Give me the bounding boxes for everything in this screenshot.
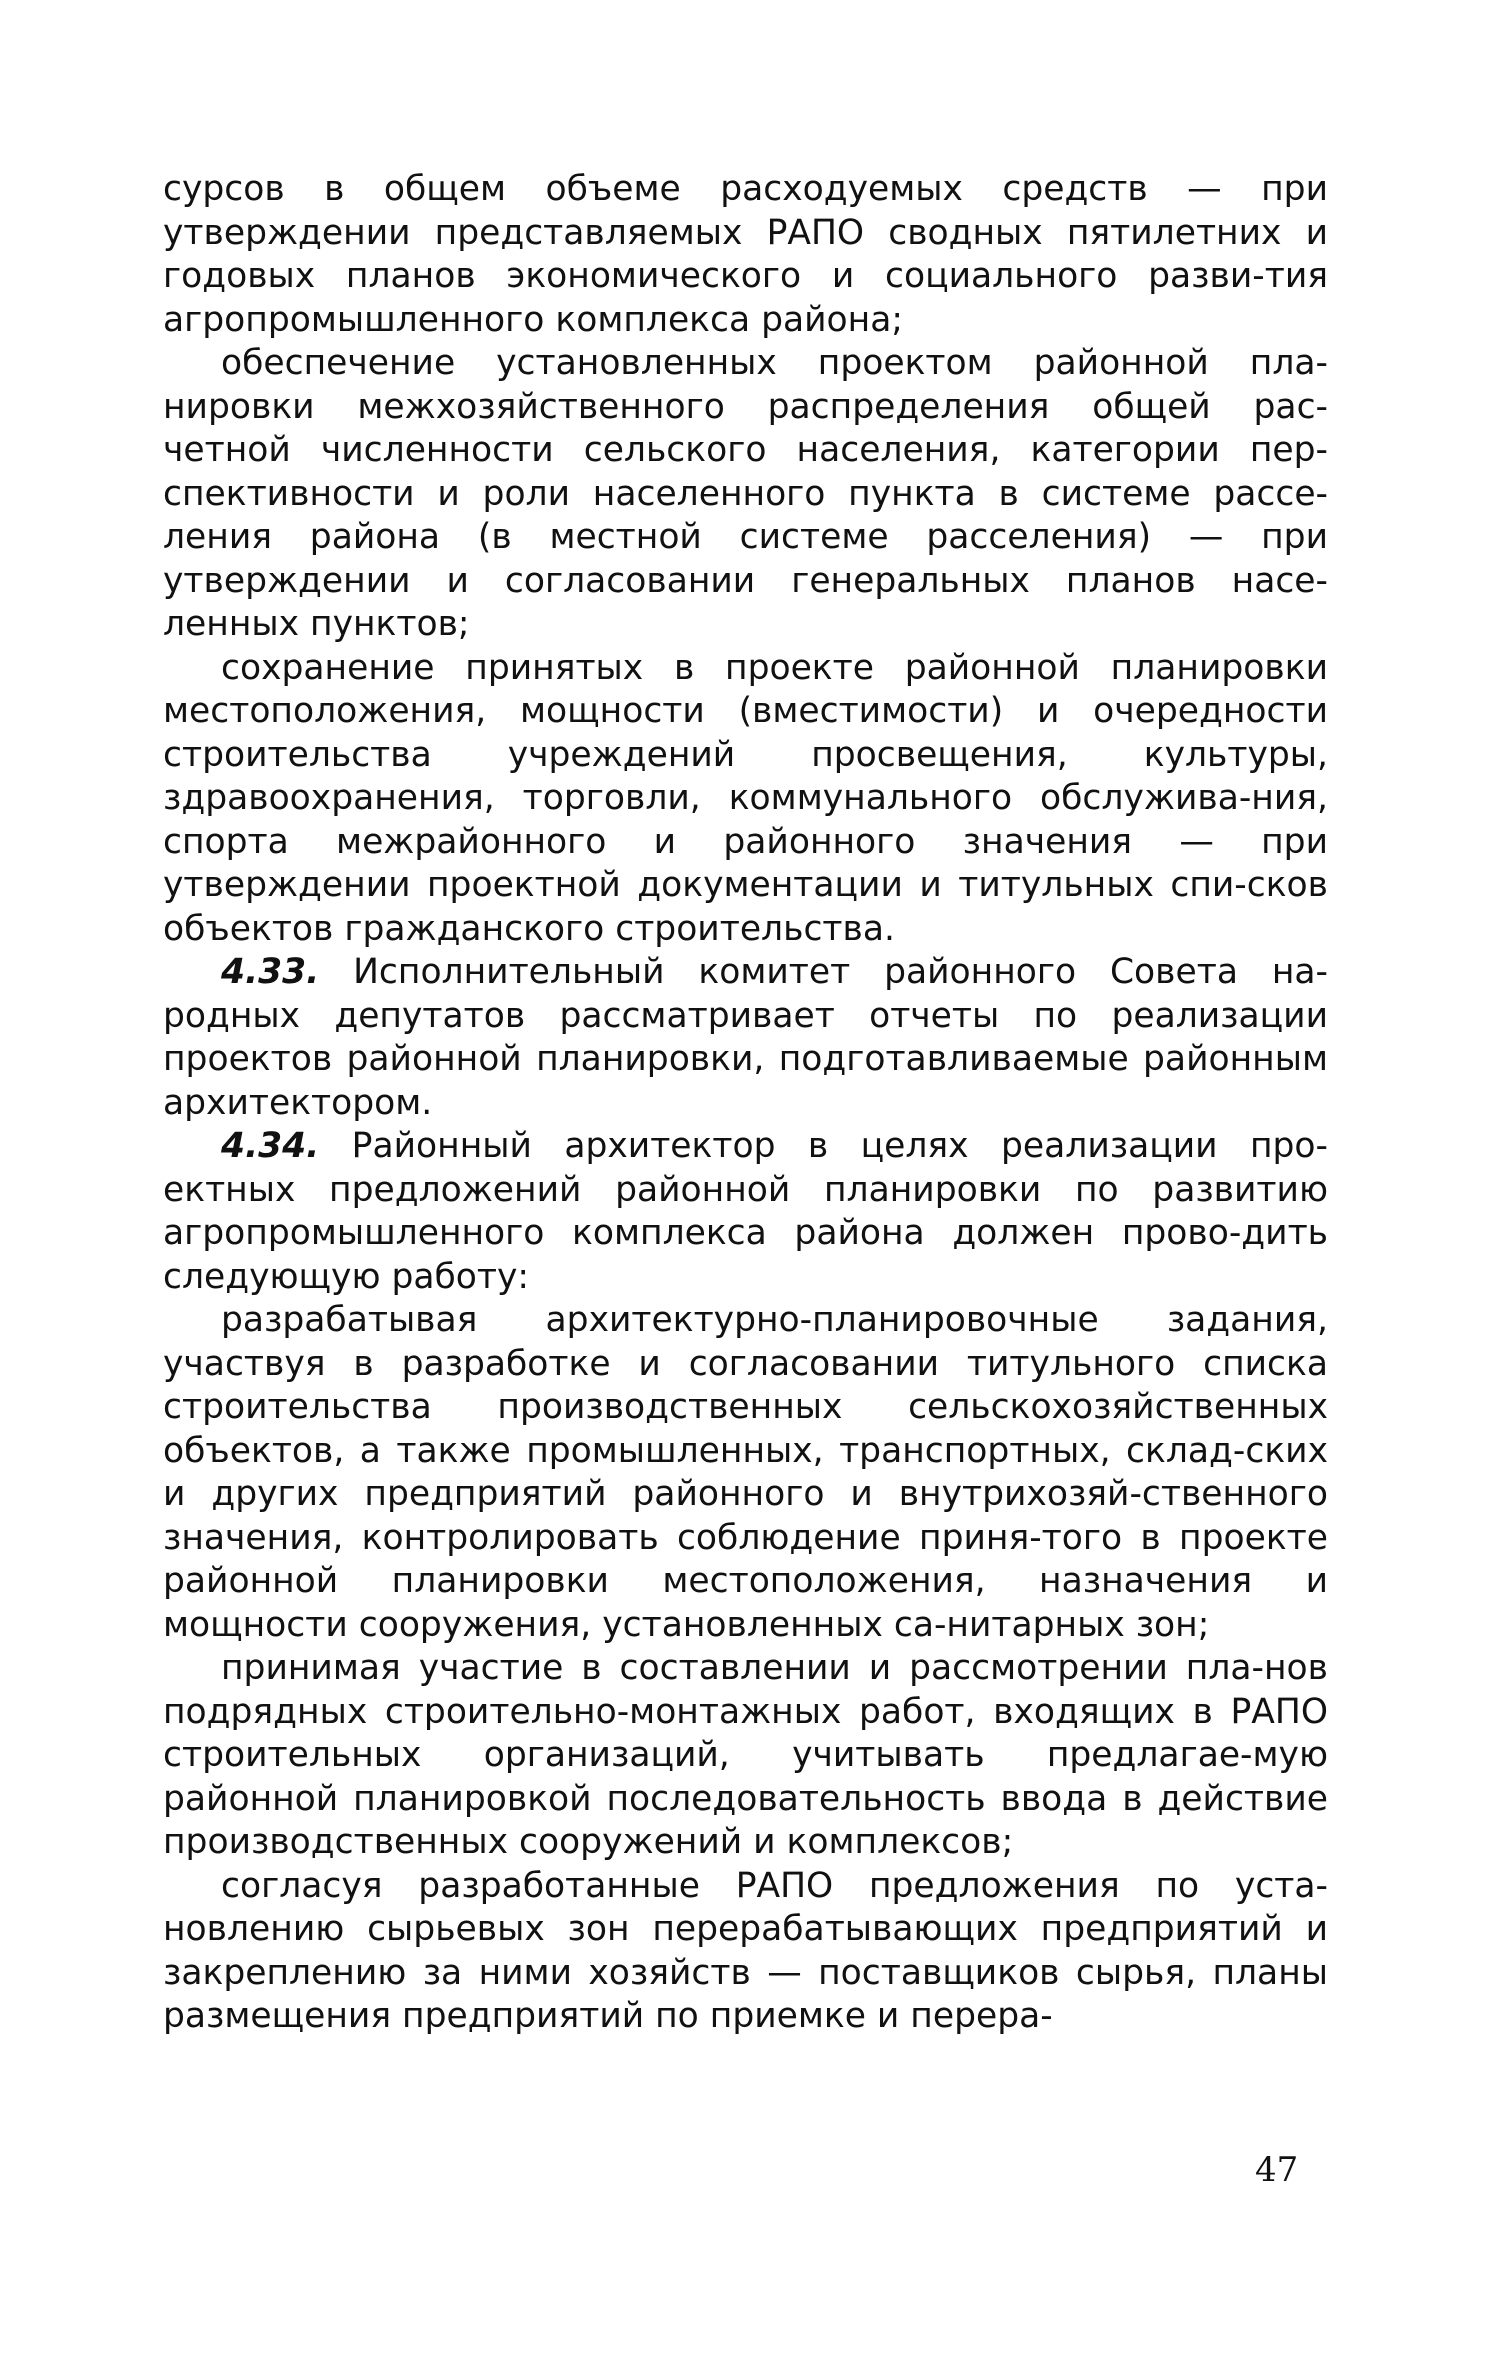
paragraph-item: сохранение принятых в проекте районной планировки местоположения, мощности (вместимости) и очередности строительства учреждений просвещения, культуры, здравоохранения, торговли, коммунального обслужива-ния, спорта межрайонного и районного значения — при утверждении проектной документации и титульных спи-сков объектов гражданского строительства.: [163, 647, 1328, 949]
paragraph-continuation: сурсов в общем объеме расходуемых средств — при утверждении представляемых РАПО сводных пятилетних и годовых планов экономического и социального разви-тия агропромышленного комплекса района;: [163, 169, 1328, 340]
paragraph-item: разрабатывая архитектурно-планировочные задания, участвуя в разработке и согласовании титульного списка строительства производственных сельскохозяйственных объектов, а также промышленных, транспортных, склад-ских и других предприятий районного и внутрихозяй-ственного значения, контролировать соблюдение приня-того в проекте районной планировки местоположения, назначения и мощности сооружения, установленных са-нитарных зон;: [163, 1300, 1328, 1645]
clause-number: 4.34.: [221, 1126, 320, 1166]
paragraph-item: согласуя разработанные РАПО предложения по уста-новлению сырьевых зон перерабатывающих предприятий и закреплению за ними хозяйств — поставщиков сырья, планы размещения предприятий по приемке и перера-: [163, 1865, 1328, 2036]
document-body: [163, 168, 1328, 2039]
paragraph-item: принимая участие в составлении и рассмотрении пла-нов подрядных строительно-монтажных работ, входящих в РАПО строительных организаций, учитывать предлагае-мую районной планировкой последовательность ввода в действие производственных сооружений и комплексов;: [163, 1648, 1328, 1862]
clause-text: Исполнительный комитет районного Совета на-родных депутатов рассматривает отчеты по реализации проектов районной планировки, подготавливаемые районным архитектором.: [163, 952, 1328, 1123]
clause-4-34: [163, 1125, 1328, 1299]
clause-text: Районный архитектор в целях реализации про-ектных предложений районной планировки по развитию агропромышленного комплекса района должен прово-дить следующую работу:: [163, 1126, 1328, 1297]
clause-number: 4.33.: [221, 952, 320, 992]
page-number: 47: [1255, 2150, 1299, 2190]
clause-4-33: [163, 951, 1328, 1125]
paragraph-item: обеспечение установленных проектом районной пла-нировки межхозяйственного распределения общей рас-четной численности сельского населения, категории пер-спективности и роли населенного пункта в системе рассе-ления района (в местной системе расселения) — при утверждении и согласовании генеральных планов насе-ленных пунктов;: [163, 343, 1328, 644]
